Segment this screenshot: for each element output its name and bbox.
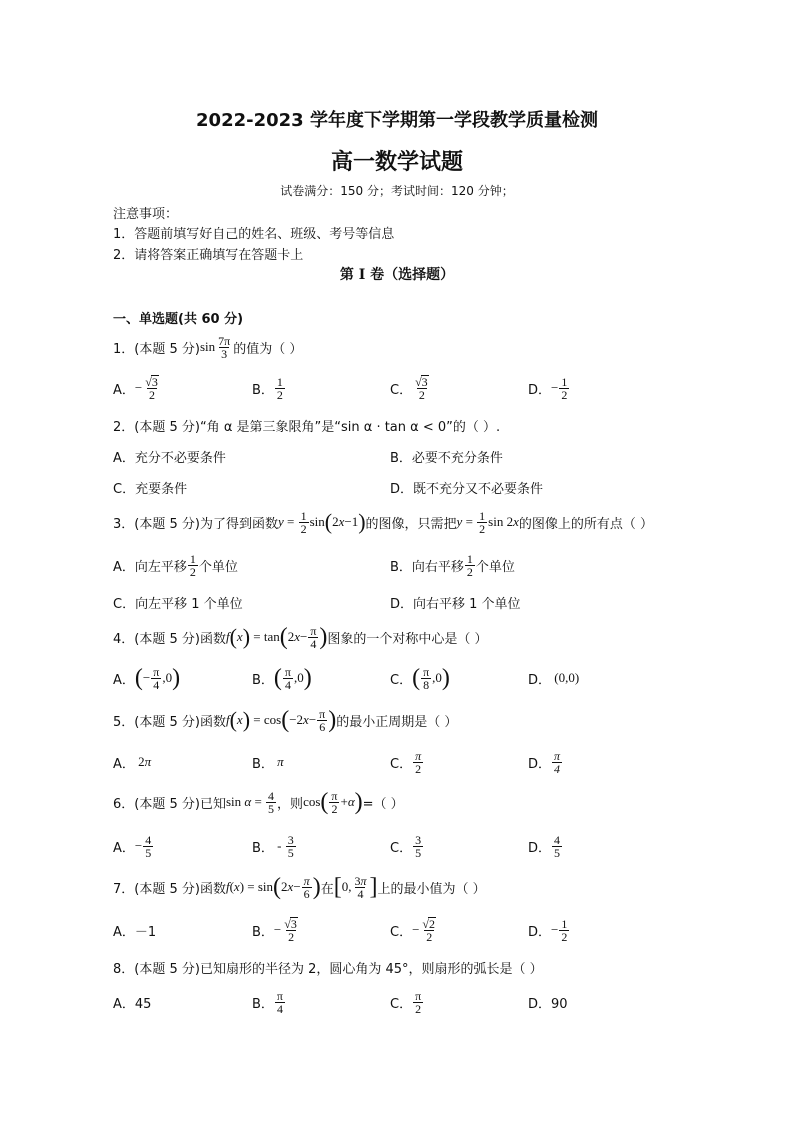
option-label: B． <box>252 382 274 398</box>
fraction: $\frac{3}{5}$ <box>415 832 422 860</box>
option-label: A． <box>113 382 135 398</box>
option-d[interactable]: D． − $\frac{1}{2}$ <box>528 374 568 402</box>
fraction: $\frac{1}{2}$ <box>466 551 473 579</box>
question-text: 的图像，只需把 <box>365 516 457 532</box>
note-item: 2．请将答案正确填写在答题卡上 <box>113 248 304 263</box>
option-label: A． <box>113 756 135 772</box>
option-label: D． <box>528 382 552 398</box>
option-a[interactable] <box>113 984 151 1020</box>
question-7-stem: 7．(本题 5 分)函数 f (x) = sin ( 2x− $\frac{\pi}{6}$ ) 在 [ 0, $\frac{3\pi}{4}$ ] 上的最小值为（ ） <box>113 873 486 901</box>
option-d[interactable] <box>528 984 568 1020</box>
question-text: 上的最小值为（ ） <box>377 881 486 897</box>
question-text: ，则 <box>277 796 304 812</box>
question-label: 4．(本题 5 分)函数 <box>113 631 226 647</box>
option-a[interactable]: A． − $\frac{4}{5}$ <box>113 832 152 860</box>
option-a[interactable] <box>113 548 238 582</box>
fraction: $\frac{4}{5}$ <box>145 832 152 860</box>
question-label: 6．(本题 5 分)已知 <box>113 796 226 812</box>
option-b[interactable]: B． ( $\frac{\pi}{4}$ ,0 ) <box>252 664 312 692</box>
option-label: B． <box>252 672 274 688</box>
exam-info: 试卷满分：150 分；考试时间：120 分钟； <box>280 184 514 198</box>
option-label: A．向左平移 <box>113 559 187 575</box>
question-label: 3．(本题 5 分)为了得到函数 <box>113 516 278 532</box>
option-label: D． <box>528 924 552 940</box>
option-d[interactable] <box>528 828 563 864</box>
fraction: $\frac{\pi}{4}$ <box>284 664 291 692</box>
question-label: 5．(本题 5 分)函数 <box>113 714 226 730</box>
fraction: $\frac{\pi}{2}$ <box>331 788 338 816</box>
option-text: 个单位 <box>198 559 238 575</box>
option-b[interactable]: B． − $\frac{√3}{2}$ <box>252 912 301 948</box>
option-label: C． <box>390 996 413 1012</box>
option-a[interactable]: A． 2π <box>113 754 152 772</box>
option-label: C． <box>390 756 413 772</box>
fraction: $\frac{√2}{2}$ <box>422 917 436 944</box>
question-text: 在 <box>320 881 334 897</box>
option-label: D． <box>528 756 552 772</box>
fraction: $\frac{\pi}{4}$ <box>276 988 283 1016</box>
note-item: 1．答题前填写好自己的姓名、班级、考号等信息 <box>113 227 395 242</box>
fraction: $\frac{\pi}{4}$ <box>310 623 317 651</box>
option-c[interactable] <box>390 745 424 779</box>
option-d[interactable]: D． (0,0) <box>528 670 580 688</box>
fraction: $\frac{1}{2}$ <box>561 374 568 402</box>
option-b[interactable]: B． π <box>252 754 284 772</box>
fraction: $\frac{3\pi}{4}$ <box>354 873 367 901</box>
fraction: $\frac{7\pi}{3}$ <box>218 333 231 361</box>
option-c[interactable]: C． ( $\frac{\pi}{8}$ ,0 ) <box>390 664 450 692</box>
option-a[interactable]: A． ( − $\frac{\pi}{4}$ ,0 ) <box>113 664 181 692</box>
option-c[interactable] <box>390 984 424 1020</box>
option-label: D． <box>528 840 552 856</box>
option-label: A．－1 <box>113 924 157 940</box>
question-text: 的值为（ ） <box>233 341 303 357</box>
fraction: $\frac{1}{2}$ <box>300 508 307 536</box>
option-label: A． <box>113 840 135 856</box>
option-c[interactable]: C． − $\frac{√2}{2}$ <box>390 912 439 948</box>
fraction: $\frac{√3}{2}$ <box>284 917 297 944</box>
fraction: $\frac{\pi}{8}$ <box>423 664 430 692</box>
option-b[interactable]: B． - $\frac{3}{5}$ <box>252 832 294 860</box>
option-label: B． <box>252 924 274 940</box>
question-6-stem: 6．(本题 5 分)已知 sin α = $\frac{4}{5}$ ，则 cos ( $\frac{\pi}{2}$ +α ) =（ ） <box>113 788 404 816</box>
option-b[interactable] <box>252 370 286 406</box>
question-text: 的最小正周期是（ ） <box>336 714 458 730</box>
option-label: A．45 <box>113 996 152 1012</box>
option-d[interactable]: D． − $\frac{1}{2}$ <box>528 916 568 944</box>
notes-heading: 注意事项： <box>113 207 179 222</box>
part-title: 第 I 卷（选择题） <box>339 267 455 283</box>
question-1-stem <box>113 330 302 364</box>
fraction: $\frac{1}{2}$ <box>276 374 283 402</box>
fraction: $\frac{1}{2}$ <box>189 551 196 579</box>
fraction: $\frac{4}{5}$ <box>268 788 275 816</box>
question-2-stem: 2．(本题 5 分)“角 α 是第三象限角”是“sin α · tan α < 0”的（ ）. <box>113 420 501 435</box>
option-c[interactable] <box>390 370 432 406</box>
option-b[interactable]: B．必要不充分条件 <box>390 451 503 466</box>
question-8-stem: 8．(本题 5 分)已知扇形的半径为 2，圆心角为 45°，则扇形的弧长是（ ） <box>113 962 543 977</box>
fraction: $\frac{4}{5}$ <box>554 832 561 860</box>
option-a[interactable]: A． − $\frac{√3}{2}$ <box>113 370 162 406</box>
fraction: $\frac{√3}{2}$ <box>415 375 428 402</box>
question-text: 图象的一个对称中心是（ ） <box>327 631 488 647</box>
question-text: =（ ） <box>362 796 404 812</box>
option-label: C． <box>390 672 413 688</box>
exam-title: 2022-2023 学年度下学期第一学段教学质量检测 <box>196 110 598 131</box>
option-label: B． <box>252 756 274 772</box>
option-label: D．90 <box>528 996 568 1012</box>
fraction: $\frac{√3}{2}$ <box>145 375 158 402</box>
fraction: $\frac{1}{2}$ <box>561 916 568 944</box>
option-label: C． <box>390 382 413 398</box>
fraction: $\frac{\pi}{6}$ <box>303 873 310 901</box>
option-b[interactable] <box>390 548 515 582</box>
option-c[interactable]: C．充要条件 <box>113 482 188 497</box>
question-5-stem: 5．(本题 5 分)函数 f ( x ) = cos ( −2x− $\frac{\pi}{6}$ ) 的最小正周期是（ ） <box>113 706 458 734</box>
question-label: 7．(本题 5 分)函数 <box>113 881 226 897</box>
option-b[interactable] <box>252 984 286 1020</box>
option-label: B． <box>252 996 274 1012</box>
question-3-stem: 3．(本题 5 分)为了得到函数 y = $\frac{1}{2}$ sin ( 2x−1 ) 的图像，只需把 y = $\frac{1}{2}$ sin 2x 的图像上的所有点（ ） <box>113 508 654 536</box>
option-label: B． <box>252 840 274 856</box>
option-c[interactable] <box>390 828 424 864</box>
option-a[interactable]: A．充分不必要条件 <box>113 451 226 466</box>
option-label: C． <box>390 924 413 940</box>
section-title: 一、单选题(共 60 分) <box>113 312 244 327</box>
fraction: $\frac{\pi}{2}$ <box>415 988 422 1016</box>
option-label: A． <box>113 672 135 688</box>
option-c[interactable]: C．向左平移 1 个单位 <box>113 597 243 612</box>
option-label: B．向右平移 <box>390 559 464 575</box>
option-d[interactable]: D．向右平移 1 个单位 <box>390 597 521 612</box>
subject-title: 高一数学试题 <box>330 149 463 175</box>
fraction: $\frac{\pi}{2}$ <box>415 748 422 776</box>
math-expr: sin <box>199 339 216 354</box>
fraction: $\frac{\pi}{4}$ <box>153 664 160 692</box>
option-label: C． <box>390 840 413 856</box>
fraction: $\frac{1}{2}$ <box>479 508 486 536</box>
question-text: 的图像上的所有点（ ） <box>518 516 654 532</box>
question-4-stem: 4．(本题 5 分)函数 f ( x ) = tan ( 2x− $\frac{\pi}{4}$ ) 图象的一个对称中心是（ ） <box>113 623 488 651</box>
fraction: $\frac{\pi}{6}$ <box>319 706 326 734</box>
fraction: $\frac{\pi}{4}$ <box>554 748 561 776</box>
fraction: $\frac{3}{5}$ <box>287 832 294 860</box>
question-label: 1．(本题 5 分) <box>113 341 200 357</box>
option-a[interactable] <box>113 912 156 948</box>
option-text: 个单位 <box>475 559 515 575</box>
option-d[interactable] <box>528 745 563 779</box>
option-label: D． <box>528 672 552 688</box>
option-d[interactable]: D．既不充分又不必要条件 <box>390 482 544 497</box>
